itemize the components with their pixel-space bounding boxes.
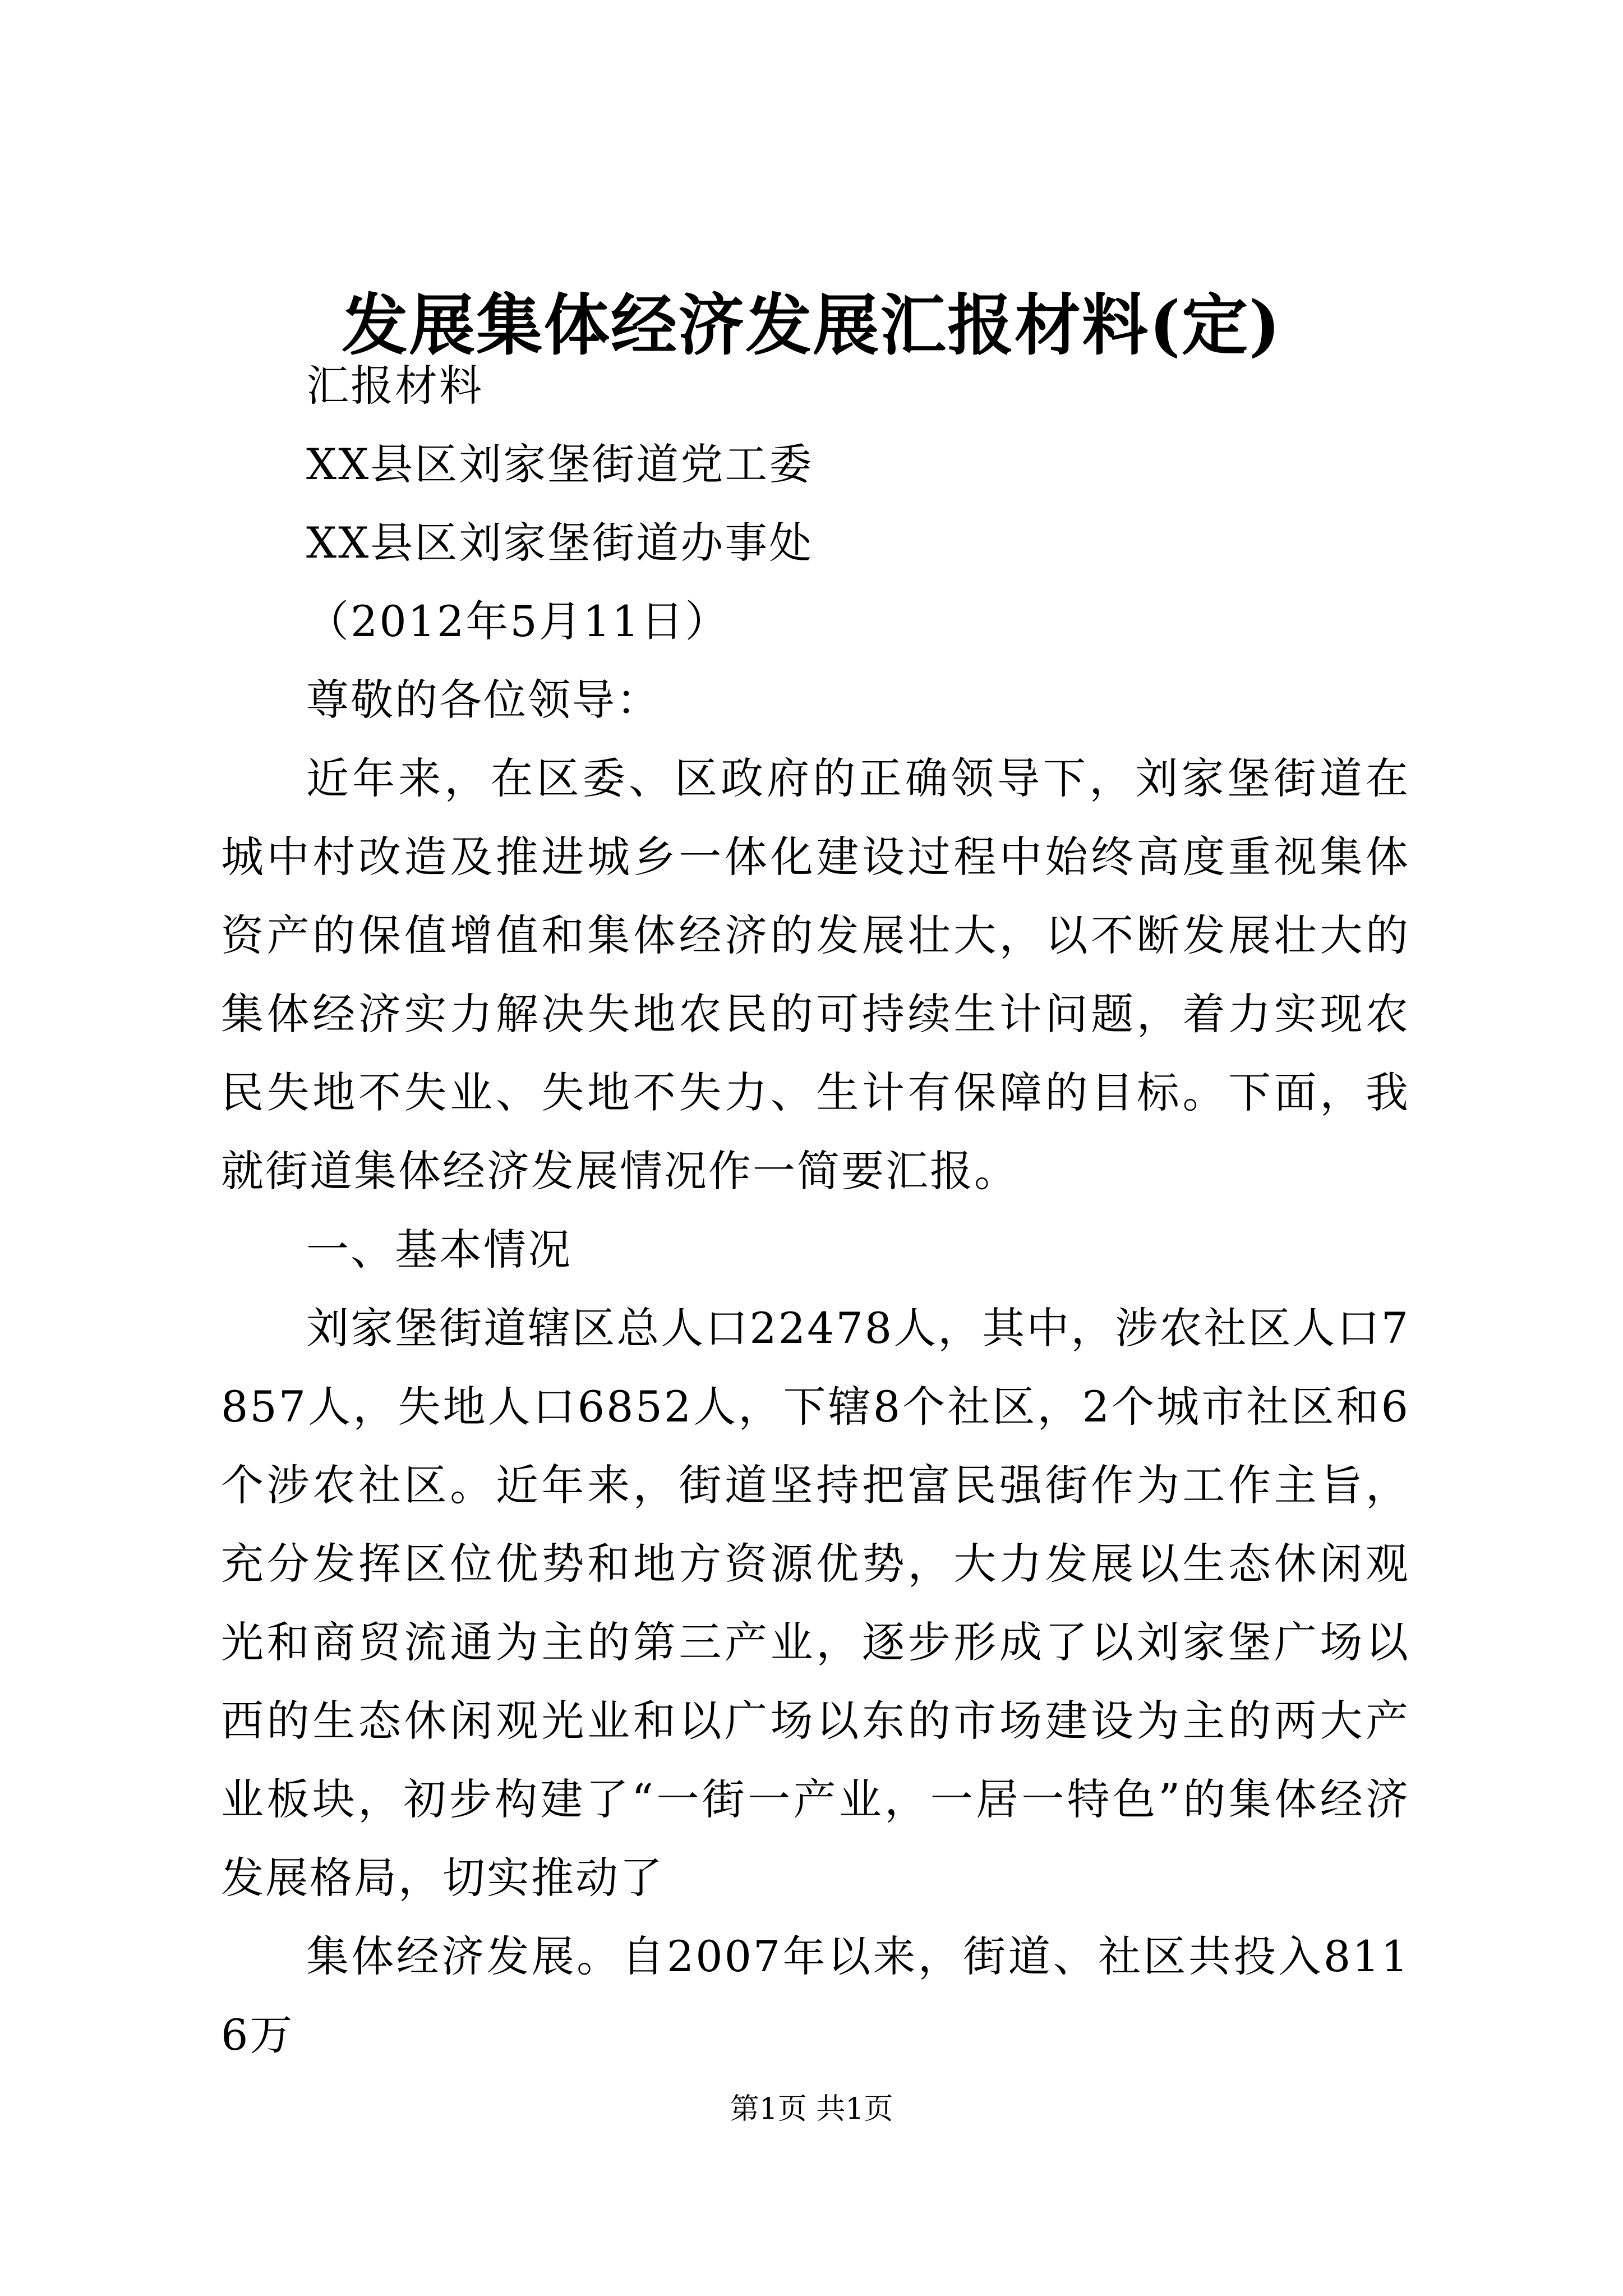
page-footer: 第1页 共1页 xyxy=(730,2092,893,2126)
paragraph-heading-label: 汇报材料 xyxy=(306,361,483,411)
document-title: 发展集体经济发展汇报材料(定) xyxy=(342,286,1281,364)
paragraph-intro: 近年来，在区委、区政府的正确领导下，刘家堡街道在城中村改造及推进城乡一体化建设过程中始终高度重视集体资产的保值增值和集体经济的发展壮大，以不断发展壮大的集体经济实力解决失地农民的可持续生计问题，着力实现农民失地不失业、失地不失力、生计有保障的目标。下面，我就街道集体经济发展情况作一简要汇报。 xyxy=(221,753,1410,1196)
paragraph-date: （2012年5月11日） xyxy=(306,596,730,646)
paragraph-investment: 集体经济发展。自2007年以来，街道、社区共投入8116万 xyxy=(221,1931,1410,2060)
paragraph-office: XX县区刘家堡街道办事处 xyxy=(306,518,814,568)
document-body xyxy=(221,347,1410,2074)
paragraph-section-heading: 一、基本情况 xyxy=(306,1225,572,1274)
paragraph-party-committee: XX县区刘家堡街道党工委 xyxy=(306,439,814,489)
paragraph-salutation: 尊敬的各位领导： xyxy=(306,675,661,725)
paragraph-basic-situation: 刘家堡街道辖区总人口22478人，其中，涉农社区人口7857人，失地人口6852人，下辖8个社区，2个城市社区和6个涉农社区。近年来，街道坚持把富民强街作为工作主旨，充分发挥区位优势和地方资源优势，大力发展以生态休闲观光和商贸流通为主的第三产业，逐步形成了以刘家堡广场以西的生态休闲观光业和以广场以东的市场建设为主的两大产业板块，初步构建了“一街一产业，一居一特色”的集体经济发展格局，切实推动了 xyxy=(221,1303,1410,1903)
